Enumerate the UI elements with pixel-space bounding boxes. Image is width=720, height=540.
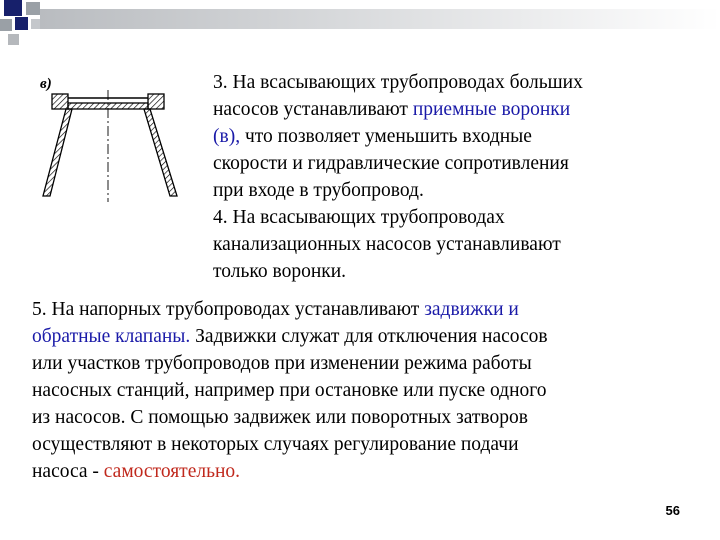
text-run: насосов устанавливают (213, 99, 413, 120)
figure-label: в) (40, 76, 52, 92)
highlight-self-study: самостоятельно. (103, 461, 241, 482)
text-run: 4. На всасывающих трубопроводах (213, 207, 505, 228)
suction-funnel-drawing (36, 70, 206, 205)
text-run: канализационных насосов устанавливают (213, 234, 561, 255)
text-line (213, 96, 708, 123)
highlight-intake-funnels: приемные воронки (412, 99, 571, 120)
text-line (213, 231, 708, 258)
text-run: или участков трубопроводов при изменении режима работы (32, 353, 532, 374)
text-run: 3. На всасывающих трубопроводах больших (213, 72, 583, 93)
text-line (213, 150, 708, 177)
text-line (213, 258, 708, 285)
text-line (32, 458, 708, 485)
deco-square-navy (4, 0, 22, 16)
text-run: насоса - (32, 461, 104, 482)
text-line (213, 204, 708, 231)
deco-square-gray (0, 19, 12, 31)
text-line (32, 377, 708, 404)
text-run: при входе в трубопровод. (213, 180, 424, 201)
highlight-figure-ref: (в), (213, 126, 245, 147)
text-line (32, 350, 708, 377)
highlight-valves: задвижки и (424, 299, 519, 320)
text-run: насосных станций, например при остановке или пуске одного (32, 380, 547, 401)
deco-square-gray (8, 34, 19, 45)
text-line (213, 69, 708, 96)
text-block-suction (213, 69, 708, 285)
right-wall (144, 109, 177, 196)
text-run: скорости и гидравлические сопротивления (213, 153, 569, 174)
text-line (32, 431, 708, 458)
flange-right (148, 94, 164, 109)
text-run: что позволяет уменьшить входные (244, 126, 532, 147)
flange-left (52, 94, 68, 109)
left-wall (43, 109, 72, 196)
text-line (32, 323, 708, 350)
deco-square-gray (31, 19, 40, 29)
text-run: осуществляют в некоторых случаях регулирование подачи (32, 434, 519, 455)
deco-square-navy (15, 17, 28, 30)
text-line (213, 177, 708, 204)
decorative-header (0, 0, 720, 60)
highlight-check-valves: обратные клапаны. (32, 326, 191, 347)
text-line (32, 296, 708, 323)
deco-square-gray (26, 2, 40, 15)
text-run: только воронки. (213, 261, 347, 282)
text-run: из насосов. С помощью задвижек или поворотных затворов (32, 407, 528, 428)
page-number: 56 (665, 503, 680, 518)
text-run: Задвижки служат для отключения насосов (190, 326, 548, 347)
text-line (32, 404, 708, 431)
text-block-discharge (32, 296, 708, 485)
text-line (213, 123, 708, 150)
text-run: 5. На напорных трубопроводах устанавливают (32, 299, 425, 320)
header-stripe (40, 9, 720, 29)
